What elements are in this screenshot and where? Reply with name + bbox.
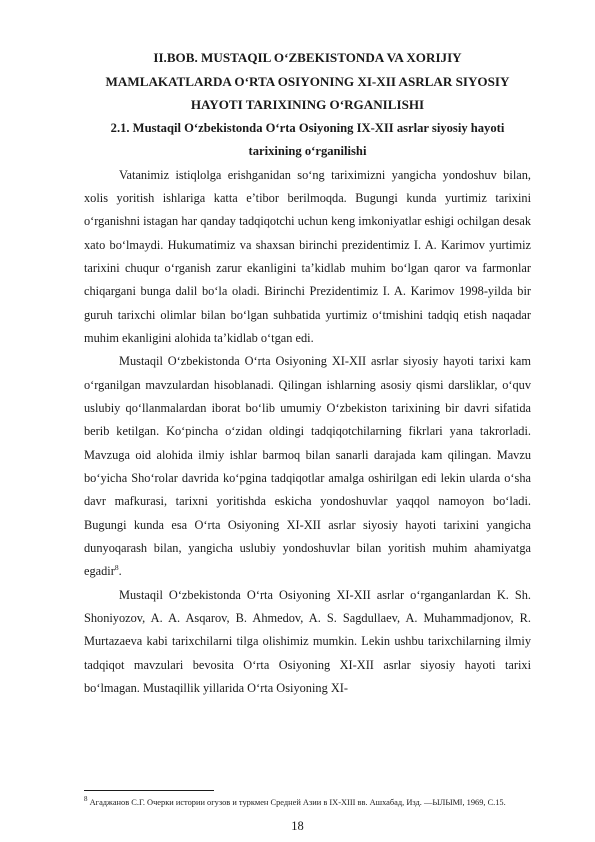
footnote-divider	[84, 790, 214, 791]
footnote-marker: 8	[84, 795, 88, 803]
page-body	[84, 46, 531, 700]
paragraph-1: Vatanimiz istiqlolga erishganidan so‘ng tariximizni yangicha yondoshuv bilan, xolis yoritish ishlariga katta e’tibor berilmoqda. Bugungi kunda yurtimiz tarixini o‘rganishni istagan har qanday tadqiqotchi uchun keng imkoniyatlar eshigi ochilgan desak xato bo‘lmaydi. Hukumatimiz va shaxsan birinchi prezidentimiz I. A. Karimov yurtimiz tarixini chuqur o‘rganish zarur ekanligini ta’kidlab muhim bo‘lgan qaror va farmonlar chiqargani bunga dalil bo‘la oladi. Birinchi Prezidentimiz I. A. Karimov 1998-yilda bir guruh tarixchi olimlar bilan bo‘lgan suhbatida yurtimiz o‘tmishini tadqiq etish naqadar muhim ekanligini alohida ta’kidlab o‘tgan edi.	[84, 167, 531, 345]
chapter-title-line-2: MAMLAKATLARDA O‘RTA OSIYONING XI-XII ASRLAR SIYOSIY	[105, 73, 510, 89]
footnote-text: Агаджанов С.Г. Очерки истории огузов и туркмен Средней Азии в IX-XIII вв. Ашхабад, Изд. —ЫЛЫМ‖, 1969, С.15.	[87, 797, 506, 807]
section-title-line-1: 2.1. Mustaqil O‘zbekistonda O‘rta Osiyoning IX-XII asrlar siyosiy hayoti	[110, 120, 505, 135]
paragraph-3: Mustaqil O‘zbekistonda O‘rta Osiyoning XI-XII asrlar o‘rganganlardan K. Sh. Shoniyozov, A. A. Asqarov, B. Ahmedov, A. S. Sagdullaev, A. Muhammadjonov, R. Murtazaeva kabi tarixchilarni tilga olishimiz mumkin. Lekin ushbu tarixchilarning ilmiy tadqiqot mavzulari bevosita O‘rta Osiyoning XI-XII asrlar siyosiy hayoti tarixi bo‘lmagan. Mustaqillik yillarida O‘rta Osiyoning XI-	[84, 587, 531, 696]
footnote	[84, 793, 531, 809]
paragraph-2-text: Mustaqil O‘zbekistonda O‘rta Osiyoning XI-XII asrlar siyosiy hayoti tarixi kam o‘rganilgan mavzulardan hisoblanadi. Qilingan ishlarning asosiy qismi darsliklar, o‘quv uslubiy qo‘llanmalardan iborat bo‘lib umumiy O‘zbekiston tarixining bir davri sifatida berib ketilgan. Ko‘pincha o‘zidan oldingi tadqiqotchilarning fikrlari yana takrorladi. Mavzuga oid alohida ilmiy ishlar barmoq bilan sanarli darajada kam qilingan. Mavzu bo‘yicha Sho‘rolar davrida ko‘pgina tadqiqotlar amalga oshirilgan edi lekin ularda o‘sha davr mafkurasi, tarixni yoritishda eskicha yondoshuvlar yaqqol namoyon bo‘ladi. Bugungi kunda esa O‘rta Osiyoning XI-XII asrlar siyosiy hayoti tarixini yangicha dunyoqarash bilan, yangicha uslubiy yondoshuvlar bilan yoritish muhim ahamiyatga egadir	[84, 354, 531, 579]
paragraph-2	[84, 350, 531, 583]
page-number: 18	[291, 819, 304, 833]
chapter-title-line-3: HAYOTI TARIXINING O‘RGANILISHI	[190, 97, 425, 112]
paragraph-2-end: .	[118, 564, 122, 579]
chapter-title-line-1: II.BOB. MUSTAQIL O‘ZBEKISTONDA VA XORIJIY	[153, 50, 462, 65]
section-title-line-2: tarixining o‘rganilishi	[248, 144, 367, 158]
footnote-reference[interactable]: 8	[114, 563, 119, 573]
